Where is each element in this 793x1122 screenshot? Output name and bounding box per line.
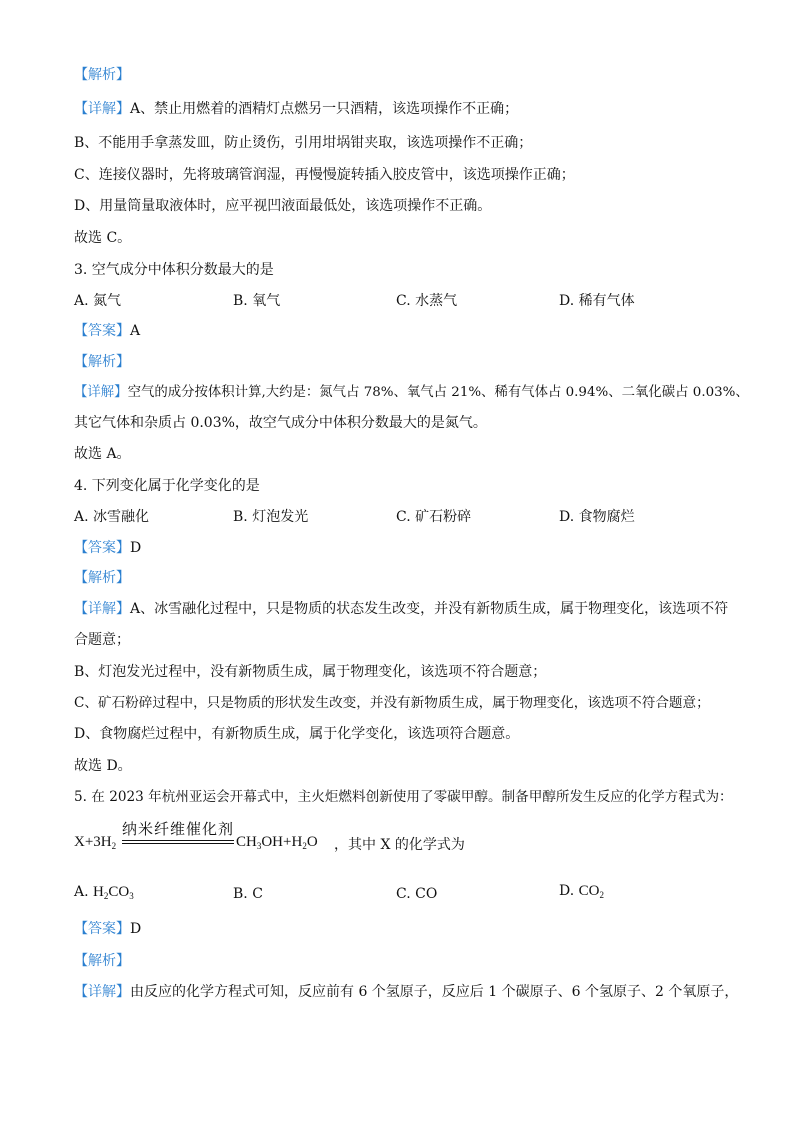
conclusion: 故选 C。 [74,230,132,246]
option-a: A. $H_2CO_3$ [74,884,134,901]
analysis-heading: 【解析】 [74,67,130,83]
option-d: D. 稀有气体 [559,293,635,309]
equation-products: $CH_3OH+H_2O$ [236,834,318,851]
option-b: B. 氧气 [233,293,281,309]
detail-paragraph: 【详解】A、禁止用燃着的酒精灯点燃另一只酒精，该选项操作不正确； [74,101,519,117]
equation-double-bar [122,840,234,841]
detail-line: 合题意； [74,632,130,648]
detail-line-c: C、矿石粉碎过程中，只是物质的形状发生改变，并没有新物质生成，属于物理变化，该选项不符合题意； [74,695,710,711]
detail-line-c: C、连接仪器时，先将玻璃管润湿，再慢慢旋转插入胶皮管中，该选项操作正确； [74,167,575,183]
answer-line: 【答案】A [74,323,141,339]
equation-tail: ，其中 X 的化学式为 [334,837,465,853]
detail-paragraph: 【详解】由反应的化学方程式可知，反应前有 6 个氢原子，反应后 1 个碳原子、6 个氢原子、2 个氧原子， [74,984,739,1000]
equation-reactants: $X+3H_2$ [74,834,117,851]
option-a: A. 氮气 [74,293,122,309]
detail-paragraph: 【详解】空气的成分按体积计算,大约是：氮气占 78%、氧气占 21%、稀有气体占 0.94%、二氧化碳占 0.03%、 [74,385,749,400]
option-d: D. $CO_2$ [559,883,604,900]
option-d: D. 食物腐烂 [559,509,635,525]
question-stem: 5. 在 2023 年杭州亚运会开幕式中，主火炬燃料创新使用了零碳甲醇。制备甲醇所发生反应的化学方程式为： [74,789,733,805]
option-c: C. 水蒸气 [396,293,458,309]
answer-line: 【答案】D [74,540,142,556]
detail-paragraph: 【详解】A、冰雪融化过程中，只是物质的状态发生改变，并没有新物质生成，属于物理变化，该选项不符 [74,601,729,617]
analysis-heading: 【解析】 [74,570,130,586]
answer-line: 【答案】D [74,921,142,937]
equation-condition: 纳米纤维催化剂 [122,820,235,838]
option-b: B. C [233,886,263,902]
detail-line-d: D、用量筒量取液体时，应平视凹液面最低处，该选项操作不正确。 [74,198,492,214]
analysis-heading: 【解析】 [74,953,130,969]
option-a: A. 冰雪融化 [74,509,150,525]
conclusion: 故选 D。 [74,758,132,774]
detail-line-d: D、食物腐烂过程中，有新物质生成，属于化学变化，该选项符合题意。 [74,726,520,742]
option-c: C. 矿石粉碎 [396,509,472,525]
conclusion: 故选 A。 [74,446,131,462]
option-b: B. 灯泡发光 [233,509,309,525]
detail-line-b: B、灯泡发光过程中，没有新物质生成，属于物理变化，该选项不符合题意； [74,664,547,680]
detail-line-b: B、不能用手拿蒸发皿，防止烫伤，引用坩埚钳夹取，该选项操作不正确； [74,135,533,151]
question-stem: 4. 下列变化属于化学变化的是 [74,478,260,494]
analysis-heading: 【解析】 [74,354,130,370]
option-c: C. CO [396,886,438,902]
detail-line: 其它气体和杂质占 0.03%，故空气成分中体积分数最大的是氮气。 [74,415,487,431]
equation-double-bar [122,843,234,844]
chemical-equation [74,818,734,858]
question-stem: 3. 空气成分中体积分数最大的是 [74,262,274,278]
